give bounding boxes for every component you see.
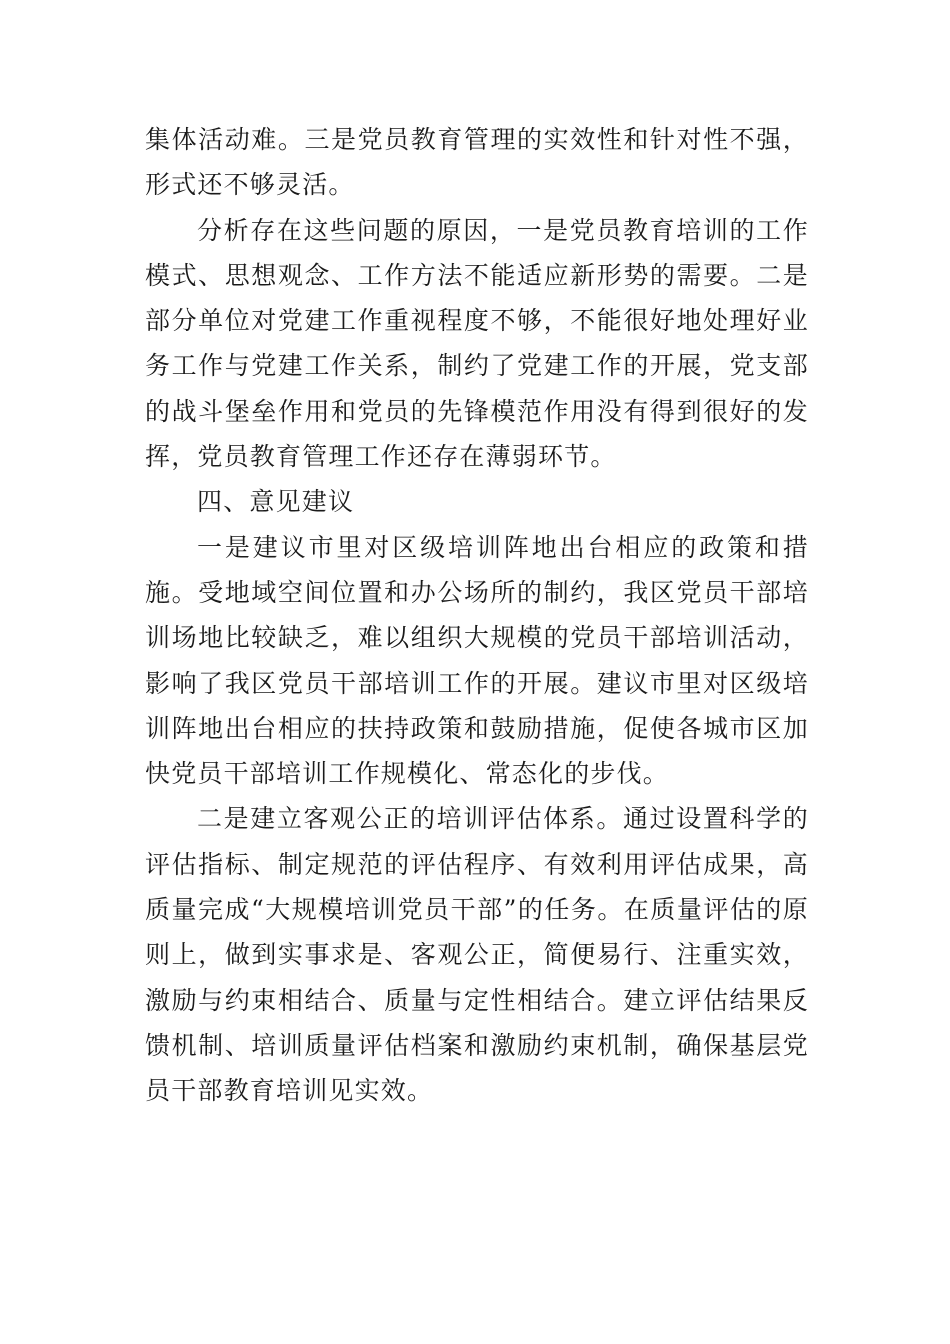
paragraph-suggestion-one: 一是建议市里对区级培训阵地出台相应的政策和措施。受地域空间位置和办公场所的制约，我区党员干部培训场地比较缺乏，难以组织大规模的党员干部培训活动，影响了我区党员干部培训工作的开展。建议市里对区级培训阵地出台相应的扶持政策和鼓励措施，促使各城市区加快党员干部培训工作规模化、常态化的步伐。 — [145, 532, 809, 789]
paragraph-cause-analysis: 分析存在这些问题的原因，一是党员教育培训的工作模式、思想观念、工作方法不能适应新形势的需要。二是部分单位对党建工作重视程度不够，不能很好地处理好业务工作与党建工作关系，制约了党建工作的开展，党支部的战斗堡垒作用和党员的先锋模范作用没有得到很好的发挥，党员教育管理工作还存在薄弱环节。 — [145, 215, 809, 472]
document-body — [145, 117, 809, 1114]
paragraph-continuation: 集体活动难。三是党员教育管理的实效性和针对性不强，形式还不够灵活。 — [145, 125, 809, 200]
paragraph-suggestion-two: 二是建立客观公正的培训评估体系。通过设置科学的评估指标、制定规范的评估程序、有效利用评估成果，高质量完成“大规模培训党员干部”的任务。在质量评估的原则上，做到实事求是、客观公正，简便易行、注重实效，激励与约束相结合、质量与定性相结合。建立评估结果反馈机制、培训质量评估档案和激励约束机制，确保基层党员干部教育培训见实效。 — [145, 804, 809, 1106]
section-heading-suggestions: 四、意见建议 — [197, 487, 355, 517]
